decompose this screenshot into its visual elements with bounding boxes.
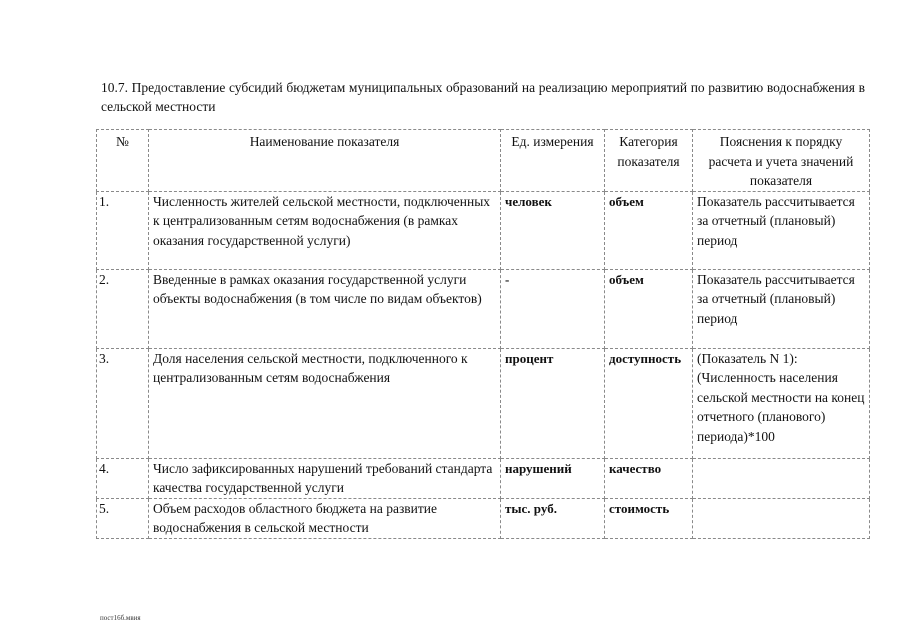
row-indicator-name: Доля населения сельской местности, подключенного к централизованным сетям водоснабжения [149,348,501,458]
row-number: 5. [97,498,149,538]
row-number: 3. [97,348,149,458]
indicators-table [96,129,870,539]
header-category: Категория показателя [605,130,693,192]
row-explanation: (Показатель N 1): (Численность населения сельской местности на конец отчетного (планового) периода)*100 [693,348,870,458]
row-indicator-name: Объем расходов областного бюджета на развитие водоснабжения в сельской местности [149,498,501,538]
header-unit: Ед. измерения [501,130,605,192]
table-row [97,498,870,538]
row-unit: человек [501,191,605,269]
table-row [97,348,870,458]
row-indicator-name: Введенные в рамках оказания государственной услуги объекты водоснабжения (в том числе по видам объектов) [149,269,501,348]
row-unit: нарушений [501,458,605,498]
row-explanation: Показатель рассчитывается за отчетный (плановый) период [693,191,870,269]
row-category: качество [605,458,693,498]
row-explanation: Показатель рассчитывается за отчетный (плановый) период [693,269,870,348]
row-indicator-name: Численность жителей сельской местности, подключенных к централизованным сетям водоснабжения (в рамках оказания государственной услуги) [149,191,501,269]
table-header-row [97,130,870,192]
row-number: 4. [97,458,149,498]
row-unit: тыс. руб. [501,498,605,538]
row-explanation [693,458,870,498]
row-category: объем [605,191,693,269]
row-category: стоимость [605,498,693,538]
footer-file-code: пост16б.мвия [100,614,141,622]
row-explanation [693,498,870,538]
row-unit: - [501,269,605,348]
table-row [97,191,870,269]
table-row [97,458,870,498]
header-explanation: Пояснения к порядку расчета и учета значений показателя [693,130,870,192]
row-unit: процент [501,348,605,458]
row-category: объем [605,269,693,348]
row-category: доступность [605,348,693,458]
header-number: № [97,130,149,192]
row-indicator-name: Число зафиксированных нарушений требований стандарта качества государственной услуги [149,458,501,498]
row-number: 1. [97,191,149,269]
row-number: 2. [97,269,149,348]
header-indicator-name: Наименование показателя [149,130,501,192]
table-row [97,269,870,348]
section-heading: 10.7. Предоставление субсидий бюджетам муниципальных образований на реализацию мероприятий по развитию водоснабжения в сельской местности [101,80,865,114]
